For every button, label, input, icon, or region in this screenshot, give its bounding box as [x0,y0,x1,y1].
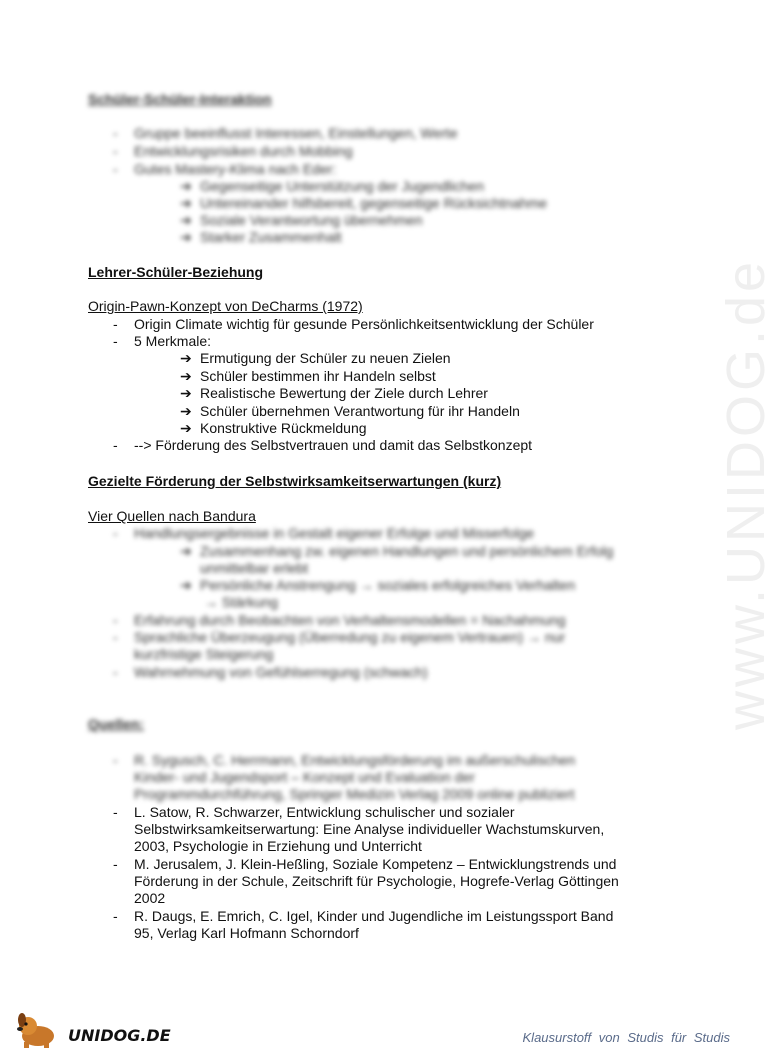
dash: - [113,316,118,332]
list-item: Gruppe beeinflusst Interessen, Einstellungen, Werte [134,125,458,141]
dash: - [113,804,118,820]
arrow-icon: ➔ [180,543,192,559]
logo-text: UNIDOG.DE [68,1026,171,1045]
arrow-icon: ➔ [180,178,192,194]
section-title-interaction: Schüler-Schüler-Interaktion [88,91,272,107]
list-item: Gegenseitige Unterstützung der Jugendlichen [200,178,485,194]
arrow-icon: ➔ [180,577,192,593]
arrow-icon: ➔ [180,368,192,384]
list-item: Konstruktive Rückmeldung [200,420,367,436]
source-line: L. Satow, R. Schwarzer, Entwicklung schulischer und sozialer [134,804,515,820]
list-item: Untereinander hilfsbereit, gegenseitige Rücksichtnahme [200,195,548,211]
arrow-icon: ➔ [180,229,192,245]
list-item: → Stärkung [204,594,278,610]
list-item: Ermutigung der Schüler zu neuen Zielen [200,350,451,366]
dash: - [113,908,118,924]
footer-tagline: Klausurstoff von Studis für Studis [522,1030,730,1045]
source-line: R. Sygusch, C. Herrmann, Entwicklungsförderung im außerschulischen [134,752,576,768]
list-item: Sprachliche Überzeugung (Überredung zu eigenem Vertrauen) → nur [134,629,566,645]
list-item: Gutes Mastery-Klima nach Eder: [134,161,337,177]
list-item: 5 Merkmale: [134,333,212,349]
dash: - [113,125,118,141]
dash: - [113,333,118,349]
dash: - [113,437,118,453]
list-item: Persönliche Anstrengung → soziales erfolgreiches Verhalten [200,577,576,593]
source-line: Kinder- und Jugendsport – Konzept und Evaluation der [134,769,475,785]
source-line: Selbstwirksamkeitserwartung: Eine Analyse individueller Wachstumskurven, [134,821,605,837]
list-item: kurzfristige Steigerung [134,646,274,662]
dog-mascot-icon [14,1010,62,1050]
section-title-sources: Quellen: [88,716,145,732]
list-item: Zusammenhang zw. eigenen Handlungen und persönlichem Erfolg [200,543,614,559]
source-line: Programmdurchführung, Springer Medizin Verlag 2009 online publiziert [134,786,575,802]
unidog-logo[interactable] [14,1010,184,1050]
section-title-teacher-student: Lehrer-Schüler-Beziehung [88,264,264,280]
arrow-icon: ➔ [180,420,192,436]
list-item: Origin Climate wichtig für gesunde Persönlichkeitsentwicklung der Schüler [134,316,594,332]
list-item: Soziale Verantwortung übernehmen [200,212,423,228]
source-line: 2003, Psychologie in Erziehung und Unterricht [134,838,422,854]
list-item: --> Förderung des Selbstvertrauen und damit das Selbstkonzept [134,437,533,453]
source-line: R. Daugs, E. Emrich, C. Igel, Kinder und Jugendliche im Leistungssport Band [134,908,614,924]
arrow-icon: ➔ [180,350,192,366]
list-item: Entwicklungsrisiken durch Mobbing [134,143,353,159]
dash: - [113,525,118,541]
dash: - [113,612,118,628]
dash: - [113,752,118,768]
source-line: 95, Verlag Karl Hofmann Schorndorf [134,925,359,941]
section-subtitle: Origin-Pawn-Konzept von DeCharms (1972) [88,298,363,314]
source-line: Förderung in der Schule, Zeitschrift für Psychologie, Hogrefe-Verlag Göttingen [134,873,619,889]
arrow-icon: ➔ [180,212,192,228]
arrow-icon: ➔ [180,403,192,419]
dash: - [113,629,118,645]
list-item: Schüler bestimmen ihr Handeln selbst [200,368,436,384]
list-item: Wahrnehmung von Gefühlserregung (schwach) [134,664,428,680]
section-title-self-efficacy: Gezielte Förderung der Selbstwirksamkeitserwartungen (kurz) [88,473,502,489]
list-item: Handlungsergebnisse in Gestalt eigener Erfolge und Misserfolge [134,525,535,541]
list-item: Starker Zusammenhalt [200,229,342,245]
arrow-icon: ➔ [180,385,192,401]
source-line: M. Jerusalem, J. Klein-Heßling, Soziale Kompetenz – Entwicklungstrends und [134,856,617,872]
list-item: unmittelbar erlebt [200,560,309,576]
dash: - [113,161,118,177]
list-item: Schüler übernehmen Verantwortung für ihr Handeln [200,403,520,419]
arrow-icon: ➔ [180,195,192,211]
list-item: Realistische Bewertung der Ziele durch Lehrer [200,385,488,401]
dash: - [113,856,118,872]
watermark: www.UNIDOG.de [716,257,776,730]
dash: - [113,664,118,680]
source-line: 2002 [134,890,166,906]
section-subtitle: Vier Quellen nach Bandura [88,508,256,524]
dash: - [113,143,118,159]
list-item: Erfahrung durch Beobachten von Verhaltensmodellen = Nachahmung [134,612,566,628]
